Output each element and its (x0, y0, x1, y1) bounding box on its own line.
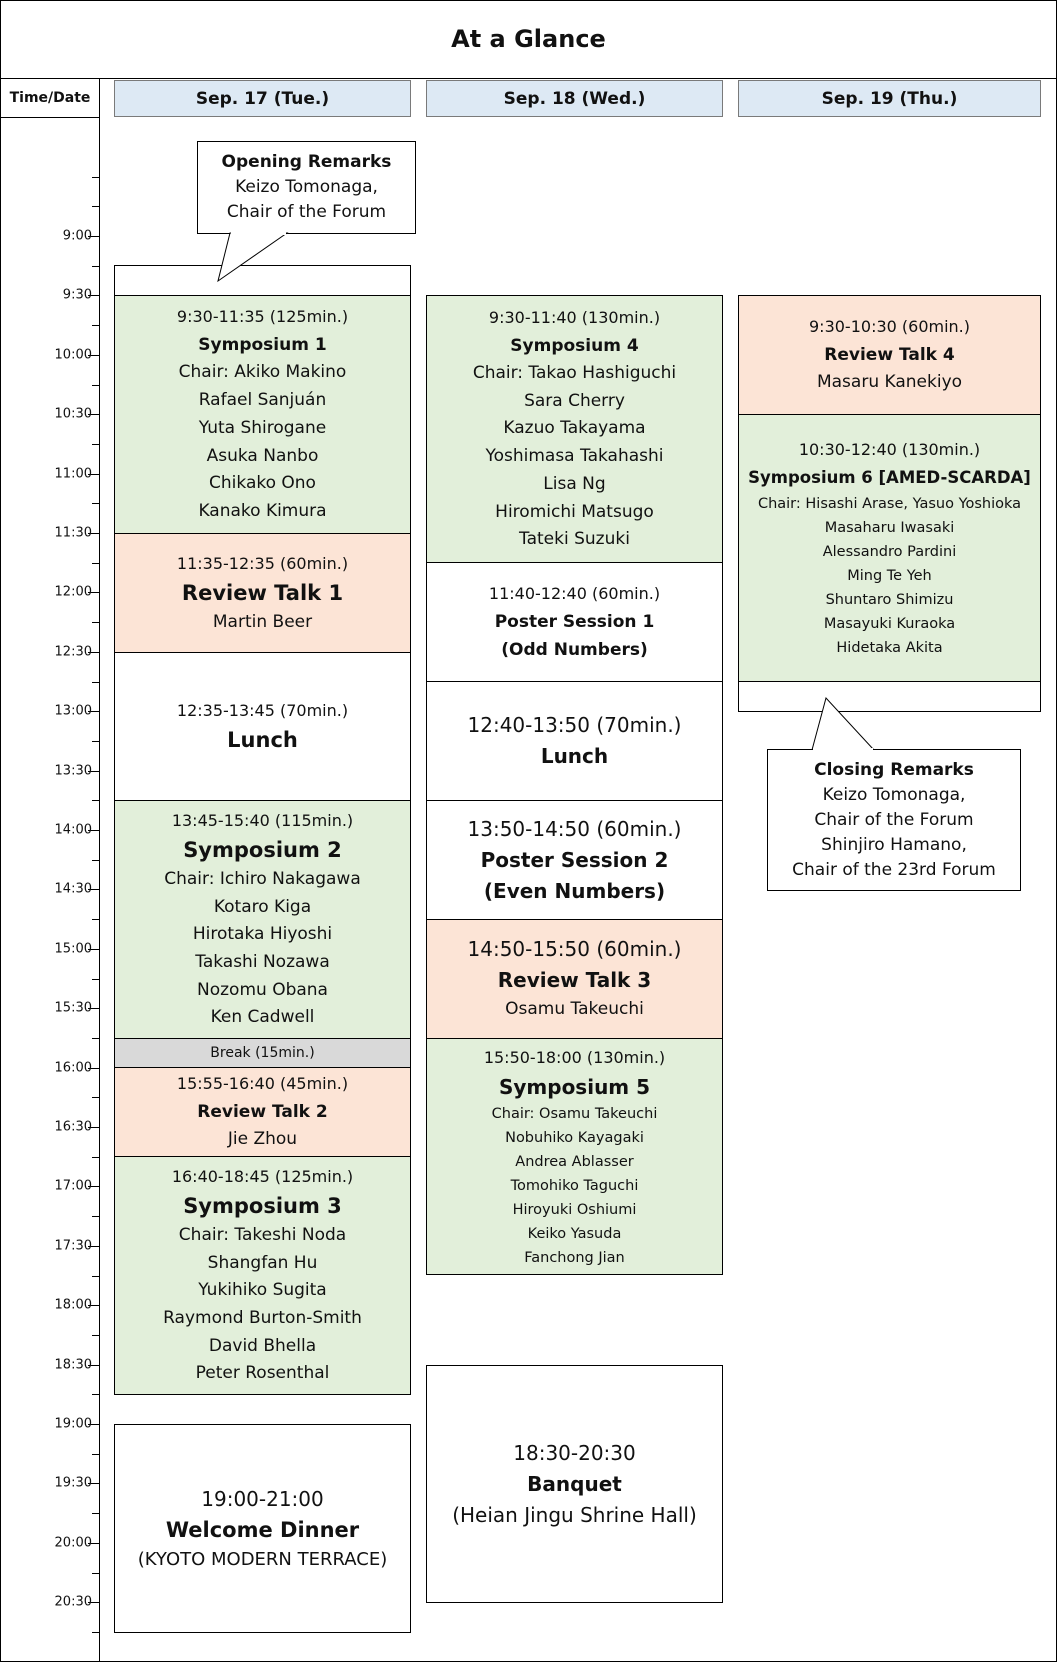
speaker: Martin Beer (212, 611, 313, 632)
session-time: 13:50-14:50 (60min.) (467, 816, 682, 841)
session-chair: Chair: Hisashi Arase, Yasuo Yoshioka (757, 496, 1022, 512)
venue: (Heian Jingu Shrine Hall) (452, 1502, 697, 1527)
session-time: 15:55-16:40 (45min.) (176, 1074, 349, 1094)
speaker: Yukihiko Sugita (198, 1280, 327, 1301)
time-label: 15:30 (54, 1000, 92, 1016)
time-label: 20:00 (54, 1535, 92, 1551)
time-label: 10:00 (54, 347, 92, 363)
speaker: David Bhella (208, 1335, 317, 1356)
session-name: Review Talk 1 (181, 580, 344, 605)
session-time: 10:30-12:40 (130min.) (798, 440, 981, 459)
speaker: Hidetaka Akita (836, 640, 943, 656)
callout-line: Chair of the Forum (226, 202, 387, 222)
speaker: Yoshimasa Takahashi (485, 446, 664, 467)
session-time: 13:45-15:40 (115min.) (171, 810, 354, 830)
session-chair: Chair: Ichiro Nakagawa (164, 868, 361, 889)
session-name: Review Talk 3 (497, 968, 652, 993)
time-label: 17:00 (54, 1178, 92, 1194)
speaker: Asuka Nanbo (206, 445, 319, 466)
session-time: 9:30-10:30 (60min.) (809, 317, 970, 337)
speaker: Shuntaro Shimizu (825, 592, 954, 608)
session-subtitle: (Odd Numbers) (501, 640, 648, 660)
venue: (KYOTO MODERN TERRACE) (137, 1548, 388, 1570)
session-chair: Chair: Takeshi Noda (178, 1224, 347, 1245)
callout-title: Closing Remarks (814, 759, 974, 780)
time-label: 9:30 (62, 287, 92, 303)
speaker: Alessandro Pardini (822, 544, 957, 560)
speaker: Nozomu Obana (197, 979, 328, 1000)
time-label: 15:00 (54, 941, 92, 957)
session-name: Banquet (527, 1471, 622, 1496)
speaker: Yuta Shirogane (198, 417, 327, 438)
session-name: Welcome Dinner (165, 1517, 360, 1542)
callout-line: Chair of the 23rd Forum (792, 859, 996, 880)
time-label: 19:30 (54, 1475, 92, 1491)
time-label: 9:00 (62, 228, 92, 244)
session-name: Review Talk 4 (824, 345, 955, 366)
session-time: 11:35-12:35 (60min.) (176, 553, 349, 573)
speaker: Kazuo Takayama (503, 418, 646, 439)
callout-line: Keizo Tomonaga, (235, 177, 378, 197)
speaker: Hirotaka Hiyoshi (192, 924, 333, 945)
speaker: Tomohiko Taguchi (510, 1177, 639, 1194)
time-label: 14:00 (54, 822, 92, 838)
session-name: Symposium 1 (198, 335, 327, 356)
time-label: 13:00 (54, 703, 92, 719)
time-label: 16:00 (54, 1060, 92, 1076)
day-header-sep17: Sep. 17 (Tue.) (114, 80, 411, 117)
callout-line: Chair of the Forum (814, 809, 974, 830)
page-title: At a Glance (0, 0, 1057, 79)
time-label: 13:30 (54, 763, 92, 779)
speaker: Shangfan Hu (207, 1252, 318, 1273)
session-name: Poster Session 2 (480, 847, 669, 872)
time-label: 18:00 (54, 1297, 92, 1313)
time-date-header: Time/Date (0, 79, 100, 118)
speaker: Nobuhiko Kayagaki (505, 1129, 644, 1146)
callout-line: Shinjiro Hamano, (821, 834, 967, 855)
time-label: 12:00 (54, 584, 92, 600)
session-name: Lunch (227, 728, 298, 752)
session-time: 14:50-15:50 (60min.) (467, 937, 682, 962)
speaker: Kanako Kimura (198, 500, 327, 521)
speaker: Jie Zhou (227, 1129, 298, 1150)
session-name: Review Talk 2 (197, 1102, 328, 1123)
speaker: Tateki Suzuki (519, 529, 630, 550)
session-time: 11:40-12:40 (60min.) (488, 584, 661, 603)
session-name: Symposium 3 (183, 1193, 342, 1218)
session-chair: Chair: Akiko Makino (178, 362, 347, 383)
speaker: Sara Cherry (524, 390, 625, 411)
speaker: Takashi Nozawa (195, 952, 330, 972)
session-time: 15:50-18:00 (130min.) (483, 1047, 666, 1067)
time-label: 18:30 (54, 1357, 92, 1373)
break-label: Break (15min.) (210, 1045, 315, 1061)
session-name: Symposium 6 [AMED-SCARDA] (748, 468, 1031, 487)
time-label: 12:30 (54, 644, 92, 660)
session-time: 12:35-13:45 (70min.) (176, 701, 349, 720)
session-name: Lunch (540, 744, 609, 768)
speaker: Hiroyuki Oshiumi (512, 1201, 637, 1218)
speaker: Masaru Kanekiyo (816, 372, 963, 393)
time-label: 10:30 (54, 406, 92, 422)
speaker: Raymond Burton-Smith (163, 1308, 362, 1328)
speaker: Kotaro Kiga (213, 896, 312, 917)
session-time: 18:30-20:30 (513, 1440, 636, 1465)
session-name: Poster Session 1 (494, 612, 655, 632)
speaker: Ken Cadwell (210, 1007, 315, 1028)
time-label: 19:00 (54, 1416, 92, 1432)
session-time: 9:30-11:35 (125min.) (176, 307, 349, 327)
session-time: 19:00-21:00 (201, 1486, 324, 1511)
speaker: Lisa Ng (543, 473, 606, 494)
session-subtitle: (Even Numbers) (483, 878, 666, 903)
session-chair: Chair: Takao Hashiguchi (472, 363, 677, 384)
speaker: Keiko Yasuda (527, 1225, 622, 1242)
callout-title: Opening Remarks (221, 152, 392, 172)
speaker: Osamu Takeuchi (505, 999, 644, 1020)
speaker: Peter Rosenthal (195, 1363, 330, 1384)
session-name: Symposium 2 (183, 837, 342, 862)
session-chair: Chair: Osamu Takeuchi (491, 1105, 658, 1122)
speaker: Hiromichi Matsugo (495, 501, 654, 522)
time-label: 17:30 (54, 1238, 92, 1254)
time-label: 14:30 (54, 881, 92, 897)
speaker: Rafael Sanjuán (198, 390, 327, 411)
speaker: Chikako Ono (209, 473, 316, 494)
callout-line: Keizo Tomonaga, (822, 784, 966, 805)
day-header-sep18: Sep. 18 (Wed.) (426, 80, 723, 117)
time-label: 11:30 (54, 525, 92, 541)
speaker: Ming Te Yeh (847, 568, 932, 584)
speaker: Masayuki Kuraoka (823, 616, 956, 632)
session-time: 16:40-18:45 (125min.) (171, 1166, 354, 1186)
time-label: 16:30 (54, 1119, 92, 1135)
speaker: Fanchong Jian (524, 1249, 625, 1266)
session-name: Symposium 4 (510, 336, 639, 357)
speaker: Andrea Ablasser (515, 1153, 634, 1170)
time-label: 11:00 (54, 466, 92, 482)
session-time: 9:30-11:40 (130min.) (488, 308, 661, 328)
time-label: 20:30 (54, 1594, 92, 1610)
session-time: 12:40-13:50 (70min.) (467, 713, 682, 737)
speaker: Masaharu Iwasaki (824, 520, 955, 536)
session-name: Symposium 5 (498, 1074, 651, 1099)
day-header-sep19: Sep. 19 (Thu.) (738, 80, 1041, 117)
